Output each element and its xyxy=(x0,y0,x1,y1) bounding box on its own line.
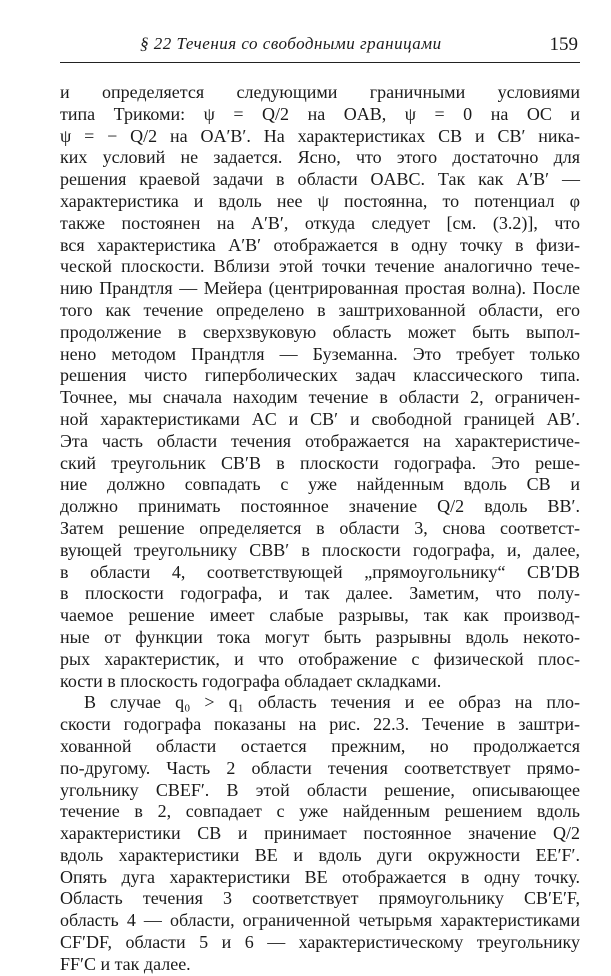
text-line: FF′C и так далее. xyxy=(60,953,191,974)
text-line: течение в 2, совпадает с уже найденным решением вдоль xyxy=(60,801,580,822)
text-line: Эта часть области течения отображается на характеристиче- xyxy=(60,430,580,451)
text-line: ких условий не задается. Ясно, что этого достаточно для xyxy=(60,147,580,168)
text-line: типа Трикоми: ψ = Q/2 на OAB, ψ = 0 на OC и xyxy=(60,103,580,124)
text-line: область 4 — области, ограниченной четырьмя характеристиками xyxy=(60,910,580,931)
text-line: кости в плоскость годографа обладает складками. xyxy=(60,670,442,691)
text-line: характеристика и вдоль нее ψ постоянна, то потенциал φ xyxy=(60,190,580,211)
section-title: § 22 Течения со свободными границами xyxy=(140,34,442,53)
text-line: ψ = − Q/2 на OA′B′. На характеристиках CB и CB′ ника- xyxy=(60,125,580,146)
text-line: нию Прандтля — Мейера (центрированная простая волна). После xyxy=(60,278,580,299)
text-line: ной характеристиками AC и CB′ и свободной границей AB′. xyxy=(60,408,580,429)
text-line: хованной области остается прежним, но продолжается xyxy=(60,735,580,756)
text-line: угольнику CBEF′. В этой области решение, описывающее xyxy=(60,779,580,800)
text-line: решения чисто гиперболических задач классического типа. xyxy=(60,365,580,386)
text-line: ные от функции тока могут быть разрывны вдоль некото- xyxy=(60,626,580,647)
text-line: продолжение в сверхзвуковую область может быть выпол- xyxy=(60,321,580,342)
text-line: по-другому. Часть 2 области течения соответствует прямо- xyxy=(60,757,580,778)
text-line: ние должно совпадать с уже найденным вдоль CB и xyxy=(60,474,580,495)
text-line: того как течение определено в заштрихованной области, его xyxy=(60,299,580,320)
text-line: Опять дуга характеристики BE отображается в одну точку. xyxy=(60,866,580,887)
text-line: ческой плоскости. Вблизи этой точки течение аналогично тече- xyxy=(60,256,580,277)
body-text xyxy=(60,82,580,976)
text-line: характеристики CB и принимает постоянное значение Q/2 xyxy=(60,823,580,844)
header-rule xyxy=(60,62,580,63)
text-line: Точнее, мы сначала находим течение в области 2, ограничен- xyxy=(60,387,580,408)
text-line: ский треугольник CB′B в плоскости годографа. Это реше- xyxy=(60,452,580,473)
text-line: должно принимать постоянное значение Q/2 вдоль BB′. xyxy=(60,496,580,517)
text-line: рых характеристик, и что отображение с физической плос- xyxy=(60,648,580,669)
text-line: вдоль характеристики BE и вдоль дуги окружности EE′F′. xyxy=(60,844,580,865)
text-line: решения краевой задачи в области OABC. Так как A′B′ — xyxy=(60,169,580,190)
text-line: В случае q₀ > q₁ область течения и ее образ на пло- xyxy=(84,692,580,713)
text-line: скости годографа показаны на рис. 22.3. Течение в заштри- xyxy=(60,714,580,735)
text-line: вующей треугольнику CBB′ в плоскости годографа, и, далее, xyxy=(60,539,580,560)
text-line: также постоянен на A′B′, откуда следует [см. (3.2)], что xyxy=(60,212,580,233)
text-line: CF′DF, области 5 и 6 — характеристическому треугольнику xyxy=(60,932,580,953)
text-line: вся характеристика A′B′ отображается в одну точку в физи- xyxy=(60,234,580,255)
page-number: 159 xyxy=(549,34,578,55)
text-line: и определяется следующими граничными условиями xyxy=(60,82,580,102)
text-line: Область течения 3 соответствует прямоугольнику CB′E′F, xyxy=(60,888,580,909)
text-line: нено методом Прандтля — Буземанна. Это требует только xyxy=(60,343,580,364)
text-line: в области 4, соответствующей „прямоугольнику“ CB′DB xyxy=(60,561,580,582)
text-line: в плоскости годографа, и так далее. Заметим, что полу- xyxy=(60,583,580,604)
running-header xyxy=(60,34,580,64)
text-line: Затем решение определяется в области 3, снова соответст- xyxy=(60,517,580,538)
text-line: чаемое решение имеет слабые разрывы, так как производ- xyxy=(60,605,580,626)
